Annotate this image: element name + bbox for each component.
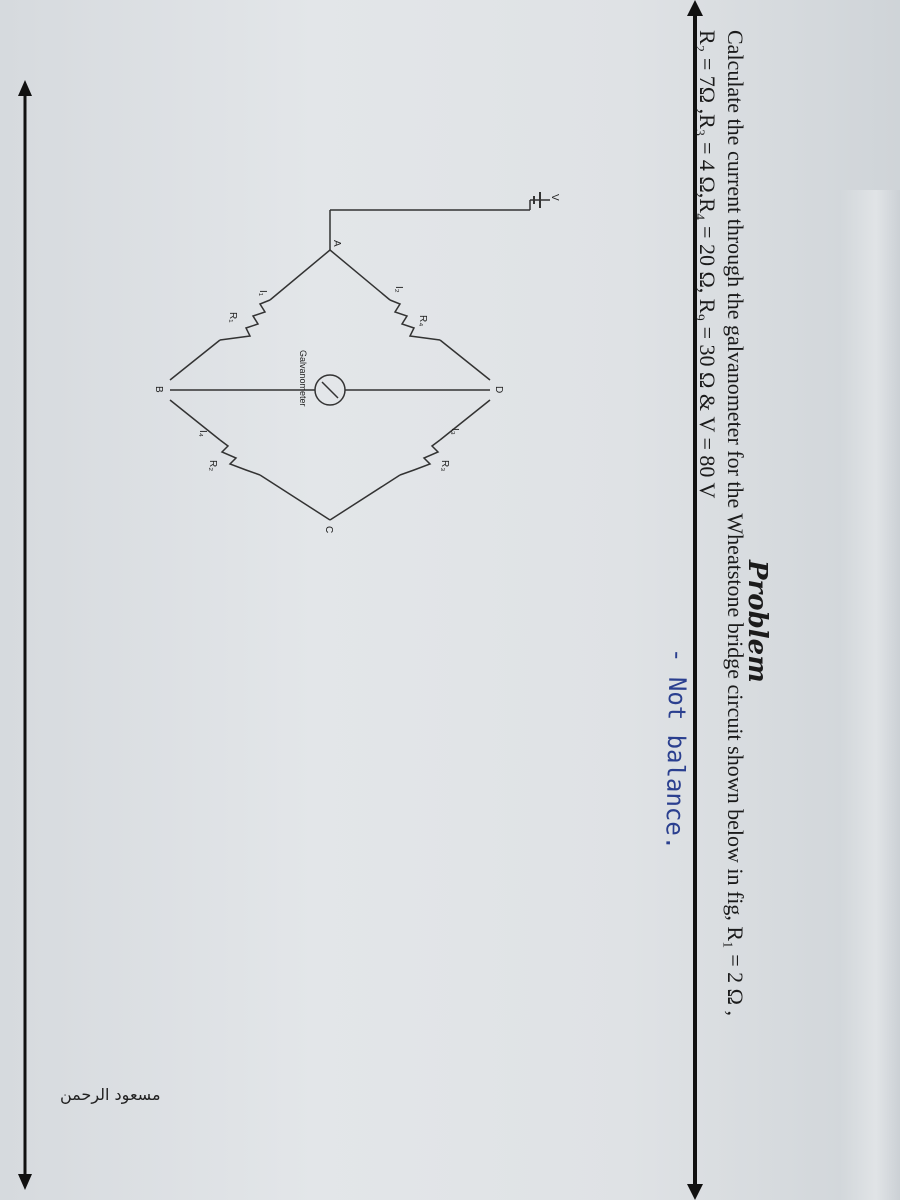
problem-statement-line2: R₂ = 7Ω ,R₃ = 4 Ω,R₄ = 20 Ω, R₉ = 30 Ω & V = 80 V bbox=[695, 30, 720, 499]
r4-label: R₄ bbox=[417, 315, 428, 327]
node-b-label: B bbox=[153, 386, 164, 393]
handwritten-note: - Not balance. bbox=[660, 647, 692, 851]
current-i4-label: I₄ bbox=[197, 430, 208, 437]
resistor-r4 bbox=[390, 300, 440, 340]
node-d-label: D bbox=[493, 386, 504, 394]
signature-text: مسعود الرحمن bbox=[60, 1085, 161, 1104]
current-i1-label: I₁ bbox=[257, 290, 268, 297]
problem-title: Problem bbox=[742, 560, 772, 683]
resistor-r2 bbox=[220, 440, 260, 475]
bottom-double-arrow bbox=[15, 80, 35, 1190]
wheatstone-bridge-diagram bbox=[50, 190, 570, 550]
node-a-label: A bbox=[331, 240, 342, 247]
r1-label: R₁ bbox=[227, 312, 238, 323]
current-i2-label: I₂ bbox=[393, 286, 404, 293]
r2-label: R₂ bbox=[207, 460, 218, 472]
voltage-label: V bbox=[549, 194, 560, 201]
bridge-diamond bbox=[170, 250, 490, 520]
node-c-label: C bbox=[323, 526, 334, 534]
resistor-r3 bbox=[400, 440, 440, 475]
outer-wire bbox=[330, 200, 550, 250]
current-i3-label: I₃ bbox=[449, 428, 460, 435]
problem-statement-line1: Calculate the current through the galvanometer for the Wheatstone bridge circuit shown below in fig, R₁ = 2 Ω , bbox=[723, 30, 748, 1017]
r3-label: R₃ bbox=[439, 460, 450, 472]
top-double-arrow bbox=[685, 0, 705, 1200]
galvanometer-label: Galvanometer bbox=[298, 350, 308, 407]
